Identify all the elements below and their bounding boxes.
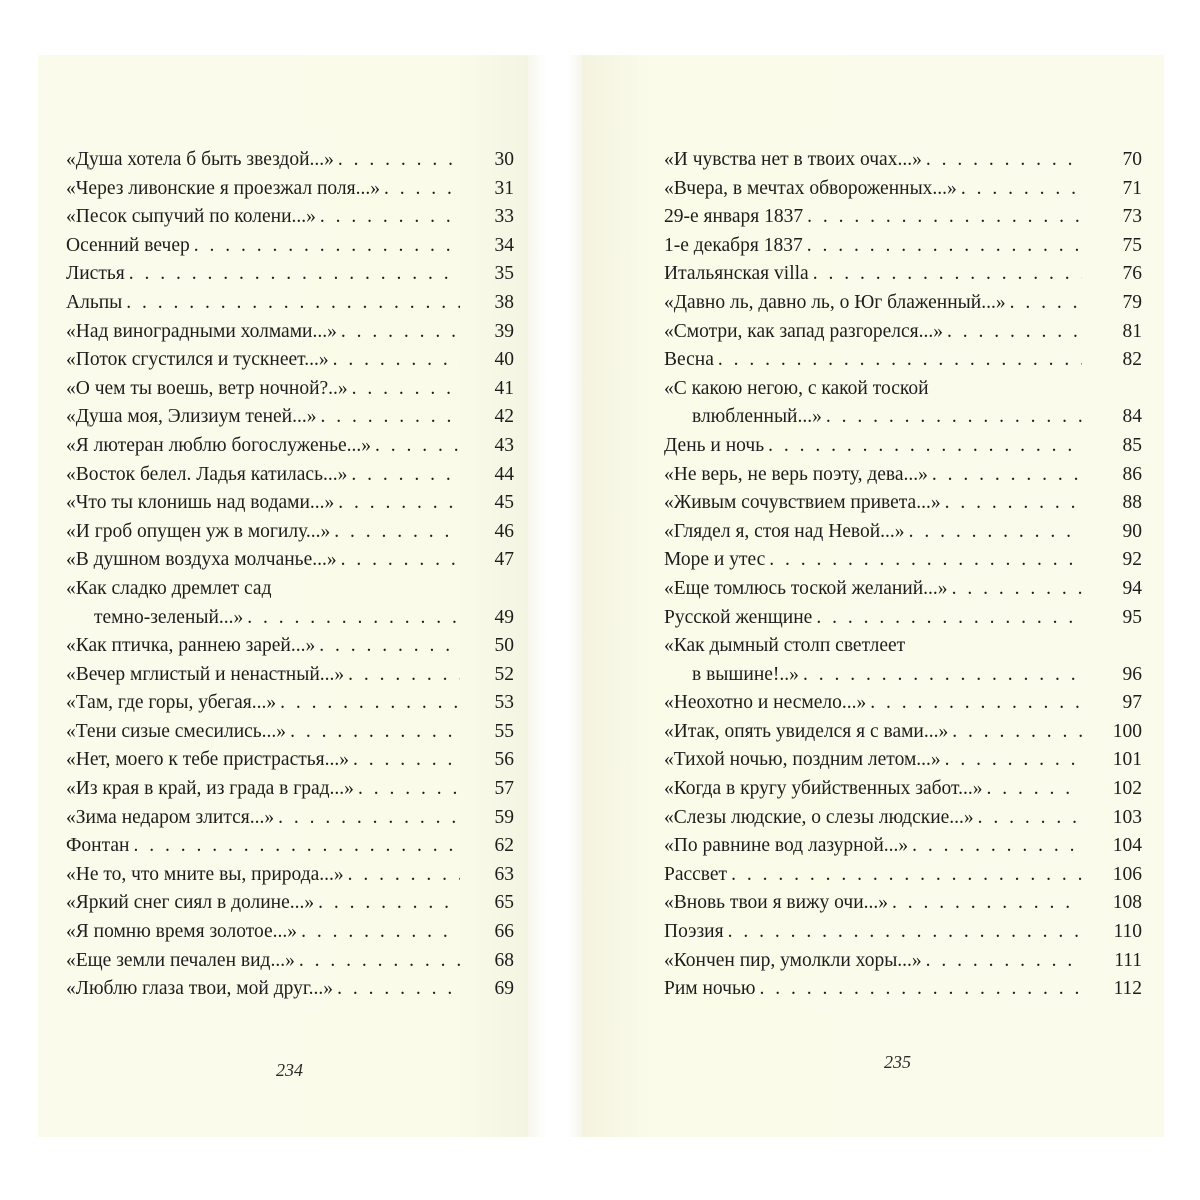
toc-entry-title-row bbox=[66, 260, 460, 289]
toc-entry-title: «Вечер мглистый и ненастный...» bbox=[66, 663, 345, 685]
toc-entry-page-number: 68 bbox=[494, 949, 514, 971]
dot-leader bbox=[799, 661, 1082, 690]
toc-entry-title-row bbox=[66, 546, 460, 575]
toc-entry-title-row bbox=[66, 346, 460, 375]
toc-entry bbox=[66, 289, 514, 318]
dot-leader bbox=[315, 632, 460, 661]
toc-entry bbox=[664, 146, 1142, 175]
toc-entry bbox=[66, 546, 514, 575]
dot-leader bbox=[354, 775, 460, 804]
dot-leader bbox=[812, 604, 1082, 633]
dot-leader bbox=[295, 947, 460, 976]
toc-entry-title: «Еще земли печален вид...» bbox=[66, 949, 295, 971]
toc-entry-title: День и ночь bbox=[664, 434, 765, 456]
toc-entry bbox=[66, 518, 514, 547]
dot-leader bbox=[371, 432, 460, 461]
toc-entry bbox=[664, 489, 1142, 518]
toc-entry-title: «Восток белел. Ладья катилась...» bbox=[66, 463, 348, 485]
toc-entry-title: «Я лютеран люблю богослуженье...» bbox=[66, 434, 372, 456]
dot-leader bbox=[333, 975, 460, 1004]
toc-entry bbox=[66, 575, 514, 632]
toc-entry bbox=[66, 718, 514, 747]
toc-entry-title-row bbox=[664, 175, 1082, 204]
dot-leader bbox=[337, 546, 460, 575]
toc-entry-page-number: 90 bbox=[1122, 520, 1142, 542]
dot-leader bbox=[274, 804, 460, 833]
toc-entry bbox=[66, 832, 514, 861]
dot-leader bbox=[347, 461, 460, 490]
toc-entry-page-number: 65 bbox=[494, 892, 514, 914]
toc-entry-page-number: 52 bbox=[494, 663, 514, 685]
toc-entry-title: «Поток сгустился и тускнеет...» bbox=[66, 349, 329, 371]
toc-entry-title: Итальянская villa bbox=[664, 263, 809, 285]
toc-entry-page-number: 95 bbox=[1122, 606, 1142, 628]
toc-entry-title: «Вчера, в мечтах обвороженных...» bbox=[664, 177, 957, 199]
toc-entry-page-number: 62 bbox=[494, 835, 514, 857]
toc-entry-page-number: 47 bbox=[494, 549, 514, 571]
toc-entry bbox=[66, 661, 514, 690]
toc-entry-page-number: 44 bbox=[494, 463, 514, 485]
toc-entry-title-row bbox=[664, 432, 1082, 461]
toc-entry-title: «Тени сизые смесились...» bbox=[66, 720, 287, 742]
toc-entry bbox=[664, 461, 1142, 490]
toc-entry-page-number: 49 bbox=[494, 606, 514, 628]
toc-entry-title-row bbox=[66, 375, 460, 404]
dot-leader bbox=[943, 318, 1082, 347]
toc-entry-title: «Что ты клонишь над водами...» bbox=[66, 492, 335, 514]
toc-entry-title: Осенний вечер bbox=[66, 234, 190, 256]
dot-leader bbox=[974, 804, 1082, 833]
toc-entry-page-number: 56 bbox=[494, 749, 514, 771]
toc-entry-title: «О чем ты воешь, ветр ночной?..» bbox=[66, 377, 348, 399]
toc-entry-title-row bbox=[66, 232, 460, 261]
toc-entry-title-row bbox=[66, 289, 460, 318]
toc-entry bbox=[664, 718, 1142, 747]
toc-entry-title-row bbox=[664, 889, 1082, 918]
toc-entry-page-number: 106 bbox=[1112, 863, 1142, 885]
dot-leader bbox=[297, 918, 460, 947]
toc-entry-page-number: 35 bbox=[494, 263, 514, 285]
dot-leader bbox=[334, 489, 460, 518]
toc-entry-page-number: 46 bbox=[494, 520, 514, 542]
toc-entry bbox=[66, 232, 514, 261]
toc-entry bbox=[664, 318, 1142, 347]
toc-entry-title: «Итак, опять увиделся я с вами...» bbox=[664, 720, 949, 742]
toc-entry-title-row bbox=[664, 918, 1082, 947]
toc-entry bbox=[664, 375, 1142, 432]
toc-entry-title-row bbox=[94, 604, 460, 633]
toc-entry-page-number: 59 bbox=[494, 806, 514, 828]
toc-entry-page-number: 57 bbox=[494, 778, 514, 800]
toc-entry-page-number: 70 bbox=[1122, 149, 1142, 170]
toc-entry-title-row bbox=[66, 661, 460, 690]
toc-entry-page-number: 41 bbox=[494, 377, 514, 399]
toc-entry-title: «Не то, что мните вы, природа...» bbox=[66, 863, 344, 885]
toc-entry-page-number: 31 bbox=[494, 177, 514, 199]
toc-entry-page-number: 63 bbox=[494, 863, 514, 885]
dot-leader bbox=[344, 861, 460, 890]
toc-entry bbox=[66, 461, 514, 490]
table-of-contents-right bbox=[664, 146, 1142, 1004]
toc-entry-title: Рим ночью bbox=[664, 978, 756, 1000]
dot-leader bbox=[755, 975, 1082, 1004]
toc-entry-title-row bbox=[66, 518, 460, 547]
dot-leader bbox=[190, 232, 460, 261]
toc-entry-title: «Давно ль, давно ль, о Юг блаженный...» bbox=[664, 291, 1006, 313]
toc-entry bbox=[664, 861, 1142, 890]
page-number-right: 235 bbox=[884, 1052, 911, 1072]
toc-entry-title-line1: «Как сладко дремлет сад bbox=[66, 577, 272, 599]
toc-entry-title: «Глядел я, стоя над Невой...» bbox=[664, 520, 905, 542]
toc-entry bbox=[66, 403, 514, 432]
toc-entry bbox=[66, 375, 514, 404]
toc-entry-title-row bbox=[664, 775, 1082, 804]
toc-entry-title-row bbox=[664, 461, 1082, 490]
toc-entry-page-number: 110 bbox=[1113, 921, 1142, 943]
dot-leader bbox=[243, 604, 460, 633]
dot-leader bbox=[908, 832, 1082, 861]
dot-leader bbox=[330, 518, 460, 547]
toc-entry bbox=[664, 289, 1142, 318]
toc-entry bbox=[664, 975, 1142, 1004]
toc-entry-title: «Не верь, не верь поэту, дева...» bbox=[664, 463, 928, 485]
toc-entry-title-row bbox=[66, 146, 460, 175]
toc-entry-title-row bbox=[664, 232, 1082, 261]
toc-entry-title-row bbox=[664, 718, 1082, 747]
toc-entry-title: «Еще томлюсь тоской желаний...» bbox=[664, 577, 948, 599]
toc-entry-title-row bbox=[66, 804, 460, 833]
toc-entry-title-row bbox=[66, 689, 460, 718]
toc-entry-page-number: 102 bbox=[1112, 778, 1142, 800]
toc-entry-page-number: 85 bbox=[1122, 434, 1142, 456]
toc-entry-title-row bbox=[664, 260, 1082, 289]
toc-entry-title: «Яркий снег сиял в долине...» bbox=[66, 892, 315, 914]
toc-entry-title: темно-зеленый...» bbox=[94, 606, 244, 628]
toc-entry bbox=[664, 947, 1142, 976]
toc-entry-page-number: 34 bbox=[494, 234, 514, 256]
toc-entry-title-row bbox=[664, 861, 1082, 890]
toc-entry-title-row bbox=[66, 489, 460, 518]
toc-entry-page-number: 39 bbox=[494, 320, 514, 342]
toc-entry-title: Море и утес bbox=[664, 549, 766, 571]
toc-entry bbox=[66, 318, 514, 347]
toc-entry-title: Весна bbox=[664, 349, 714, 371]
toc-entry bbox=[66, 861, 514, 890]
toc-entry bbox=[664, 889, 1142, 918]
toc-entry-title: «Как птичка, раннею зарей...» bbox=[66, 635, 316, 657]
dot-leader bbox=[276, 689, 460, 718]
dot-leader bbox=[337, 318, 460, 347]
toc-entry-title-row bbox=[664, 604, 1082, 633]
toc-entry-title: Поэзия bbox=[664, 921, 724, 943]
dot-leader bbox=[286, 718, 460, 747]
toc-entry-title-row bbox=[664, 146, 1082, 175]
dot-leader bbox=[803, 232, 1082, 261]
dot-leader bbox=[317, 403, 461, 432]
dot-leader bbox=[822, 403, 1082, 432]
toc-entry-title-row bbox=[66, 718, 460, 747]
toc-entry bbox=[66, 918, 514, 947]
toc-entry-page-number: 92 bbox=[1122, 549, 1142, 571]
toc-entry-page-number: 42 bbox=[494, 406, 514, 428]
toc-entry-title: «Нет, моего к тебе пристрастья...» bbox=[66, 749, 349, 771]
toc-entry bbox=[66, 746, 514, 775]
toc-entry-page-number: 100 bbox=[1112, 720, 1142, 742]
dot-leader bbox=[941, 489, 1082, 518]
toc-entry-title: Рассвет bbox=[664, 863, 728, 885]
dot-leader bbox=[329, 346, 460, 375]
toc-entry-page-number: 55 bbox=[494, 720, 514, 742]
toc-entry bbox=[66, 203, 514, 232]
toc-entry-title: 1-е декабря 1837 bbox=[664, 234, 803, 256]
toc-entry-page-number: 84 bbox=[1122, 406, 1142, 428]
toc-entry-title: Фонтан bbox=[66, 835, 130, 857]
dot-leader bbox=[765, 546, 1082, 575]
toc-entry-title-row bbox=[664, 804, 1082, 833]
toc-entry-title-row bbox=[664, 975, 1082, 1004]
toc-entry-page-number: 112 bbox=[1113, 978, 1142, 1000]
toc-entry-title-row bbox=[664, 318, 1082, 347]
dot-leader bbox=[724, 918, 1082, 947]
toc-entry-title: «Там, где горы, убегая...» bbox=[66, 692, 277, 714]
toc-entry-title: «Тихой ночью, поздним летом...» bbox=[664, 749, 941, 771]
toc-entry-title-row bbox=[664, 546, 1082, 575]
toc-entry-page-number: 71 bbox=[1122, 177, 1142, 199]
dot-leader bbox=[803, 203, 1082, 232]
toc-entry-title: «Живым сочувствием привета...» bbox=[664, 492, 941, 514]
toc-entry-page-number: 38 bbox=[494, 291, 514, 313]
dot-leader bbox=[982, 775, 1082, 804]
toc-entry bbox=[66, 775, 514, 804]
toc-entry-page-number: 75 bbox=[1122, 234, 1142, 256]
page-number-left: 234 bbox=[276, 1060, 303, 1080]
toc-entry-title-row bbox=[664, 489, 1082, 518]
toc-entry bbox=[66, 804, 514, 833]
toc-entry-title-row bbox=[66, 889, 460, 918]
toc-entry bbox=[664, 575, 1142, 604]
toc-entry-title: влюбленный...» bbox=[692, 406, 822, 428]
toc-entry bbox=[664, 546, 1142, 575]
toc-entry-title-row bbox=[66, 203, 460, 232]
toc-entry-page-number: 101 bbox=[1112, 749, 1142, 771]
toc-entry-title: «Кончен пир, умолкли хоры...» bbox=[664, 949, 922, 971]
toc-entry bbox=[66, 632, 514, 661]
toc-entry-page-number: 103 bbox=[1112, 806, 1142, 828]
toc-entry bbox=[66, 689, 514, 718]
toc-entry-page-number: 108 bbox=[1112, 892, 1142, 914]
toc-entry bbox=[664, 518, 1142, 547]
dot-leader bbox=[922, 947, 1082, 976]
toc-entry-title-row bbox=[66, 403, 460, 432]
toc-entry-title-row bbox=[66, 832, 460, 861]
toc-entry-title: «Душа хотела б быть звездой...» bbox=[66, 149, 334, 170]
toc-entry-title-row bbox=[66, 432, 460, 461]
toc-entry-title-row bbox=[66, 461, 460, 490]
toc-entry-title: «Смотри, как запад разгорелся...» bbox=[664, 320, 943, 342]
toc-entry-title-row bbox=[66, 318, 460, 347]
toc-entry-title-row bbox=[66, 918, 460, 947]
toc-entry-page-number: 76 bbox=[1122, 263, 1142, 285]
dot-leader bbox=[125, 260, 460, 289]
toc-entry-title: Русской женщине bbox=[664, 606, 813, 628]
toc-entry-title-row bbox=[66, 947, 460, 976]
toc-entry-page-number: 79 bbox=[1122, 291, 1142, 313]
toc-entry-page-number: 104 bbox=[1112, 835, 1142, 857]
toc-entry-page-number: 43 bbox=[494, 434, 514, 456]
toc-entry-title-row bbox=[664, 947, 1082, 976]
toc-entry-page-number: 73 bbox=[1122, 206, 1142, 228]
dot-leader bbox=[380, 175, 460, 204]
dot-leader bbox=[129, 832, 460, 861]
toc-entry-title-row bbox=[692, 403, 1082, 432]
toc-entry-title: в вышине!..» bbox=[692, 663, 799, 685]
toc-entry-page-number: 111 bbox=[1114, 949, 1142, 971]
dot-leader bbox=[348, 375, 460, 404]
toc-entry-page-number: 97 bbox=[1122, 692, 1142, 714]
toc-entry-title: «Душа моя, Элизиум теней...» bbox=[66, 406, 317, 428]
toc-entry-title-row bbox=[66, 775, 460, 804]
dot-leader bbox=[334, 146, 460, 175]
toc-entry-title: «Я помню время золотое...» bbox=[66, 921, 298, 943]
toc-entry-title: «В душном воздуха молчанье...» bbox=[66, 549, 337, 571]
toc-entry-title-row bbox=[664, 575, 1082, 604]
toc-entry-title-row bbox=[664, 203, 1082, 232]
dot-leader bbox=[764, 432, 1082, 461]
toc-entry-page-number: 86 bbox=[1122, 463, 1142, 485]
toc-entry-title: «По равнине вод лазурной...» bbox=[664, 835, 909, 857]
toc-entry-title: «Через ливонские я проезжал поля...» bbox=[66, 177, 380, 199]
toc-entry-title-row bbox=[692, 661, 1082, 690]
table-of-contents-left bbox=[66, 146, 514, 1004]
toc-entry-page-number: 82 bbox=[1122, 349, 1142, 371]
toc-entry bbox=[664, 832, 1142, 861]
toc-entry-page-number: 45 bbox=[494, 492, 514, 514]
dot-leader bbox=[922, 146, 1082, 175]
toc-entry bbox=[66, 432, 514, 461]
toc-entry bbox=[664, 175, 1142, 204]
toc-entry-title: «Из края в край, из града в град...» bbox=[66, 778, 354, 800]
toc-entry-title: «Песок сыпучий по колени...» bbox=[66, 206, 316, 228]
dot-leader bbox=[809, 260, 1082, 289]
toc-entry bbox=[664, 232, 1142, 261]
toc-entry bbox=[66, 489, 514, 518]
toc-entry bbox=[66, 889, 514, 918]
dot-leader bbox=[941, 746, 1082, 775]
toc-entry bbox=[664, 746, 1142, 775]
toc-entry bbox=[664, 804, 1142, 833]
toc-entry-title-row bbox=[664, 832, 1082, 861]
toc-entry-title: «Над виноградными холмами...» bbox=[66, 320, 337, 342]
toc-entry-page-number: 50 bbox=[494, 635, 514, 657]
toc-entry-title: «Зима недаром злится...» bbox=[66, 806, 275, 828]
dot-leader bbox=[316, 203, 460, 232]
toc-entry bbox=[664, 346, 1142, 375]
dot-leader bbox=[866, 689, 1082, 718]
toc-entry-title: «Люблю глаза твои, мой друг...» bbox=[66, 978, 334, 1000]
toc-entry-page-number: 53 bbox=[494, 692, 514, 714]
toc-entry-page-number: 96 bbox=[1122, 663, 1142, 685]
toc-entry-page-number: 66 bbox=[494, 921, 514, 943]
dot-leader bbox=[928, 461, 1082, 490]
toc-entry-title-row bbox=[66, 175, 460, 204]
toc-entry bbox=[66, 346, 514, 375]
toc-entry-title: «Вновь твои я вижу очи...» bbox=[664, 892, 889, 914]
toc-entry bbox=[664, 632, 1142, 689]
dot-leader bbox=[122, 289, 460, 318]
toc-entry-title-row bbox=[66, 746, 460, 775]
toc-entry bbox=[66, 260, 514, 289]
toc-entry-title: «И гроб опущен уж в могилу...» bbox=[66, 520, 331, 542]
toc-entry-title-row bbox=[664, 689, 1082, 718]
toc-entry-page-number: 33 bbox=[494, 206, 514, 228]
toc-entry bbox=[66, 175, 514, 204]
toc-entry bbox=[664, 260, 1142, 289]
book-gutter bbox=[528, 55, 584, 1137]
toc-entry-title: 29-е января 1837 bbox=[664, 206, 804, 228]
toc-entry-title: Листья bbox=[66, 263, 125, 285]
toc-entry-title-row bbox=[664, 289, 1082, 318]
toc-entry-title-line1: «С какою негою, с какой тоской bbox=[664, 377, 929, 399]
toc-entry-title: Альпы bbox=[66, 291, 123, 313]
toc-entry-page-number: 88 bbox=[1122, 492, 1142, 514]
toc-entry-title-row bbox=[66, 975, 460, 1004]
toc-entry-page-number: 40 bbox=[494, 349, 514, 371]
dot-leader bbox=[349, 746, 460, 775]
toc-entry-title-row bbox=[664, 518, 1082, 547]
toc-entry bbox=[664, 918, 1142, 947]
toc-entry bbox=[664, 432, 1142, 461]
toc-entry bbox=[66, 975, 514, 1004]
toc-entry-title: «Слезы людские, о слезы людские...» bbox=[664, 806, 974, 828]
dot-leader bbox=[957, 175, 1082, 204]
toc-entry-title: «Когда в кругу убийственных забот...» bbox=[664, 778, 983, 800]
dot-leader bbox=[948, 718, 1082, 747]
dot-leader bbox=[1006, 289, 1082, 318]
toc-entry-title-row bbox=[66, 632, 460, 661]
dot-leader bbox=[905, 518, 1082, 547]
toc-entry bbox=[664, 689, 1142, 718]
toc-entry bbox=[66, 146, 514, 175]
toc-entry bbox=[664, 604, 1142, 633]
toc-entry-title-line1: «Как дымный столп светлеет bbox=[664, 635, 906, 657]
toc-entry-title: «И чувства нет в твоих очах...» bbox=[664, 149, 922, 170]
toc-entry-page-number: 81 bbox=[1122, 320, 1142, 342]
dot-leader bbox=[314, 889, 460, 918]
toc-entry-page-number: 69 bbox=[494, 978, 514, 1000]
toc-entry-title-row bbox=[66, 861, 460, 890]
toc-entry-page-number: 94 bbox=[1122, 577, 1142, 599]
toc-entry-title-row bbox=[664, 346, 1082, 375]
toc-entry-page-number: 30 bbox=[494, 149, 514, 170]
dot-leader bbox=[888, 889, 1082, 918]
dot-leader bbox=[344, 661, 460, 690]
toc-entry bbox=[664, 775, 1142, 804]
dot-leader bbox=[727, 861, 1082, 890]
toc-entry bbox=[664, 203, 1142, 232]
toc-entry-title-row bbox=[664, 746, 1082, 775]
dot-leader bbox=[948, 575, 1082, 604]
dot-leader bbox=[714, 346, 1082, 375]
toc-entry-title: «Неохотно и несмело...» bbox=[664, 692, 867, 714]
toc-entry bbox=[66, 947, 514, 976]
